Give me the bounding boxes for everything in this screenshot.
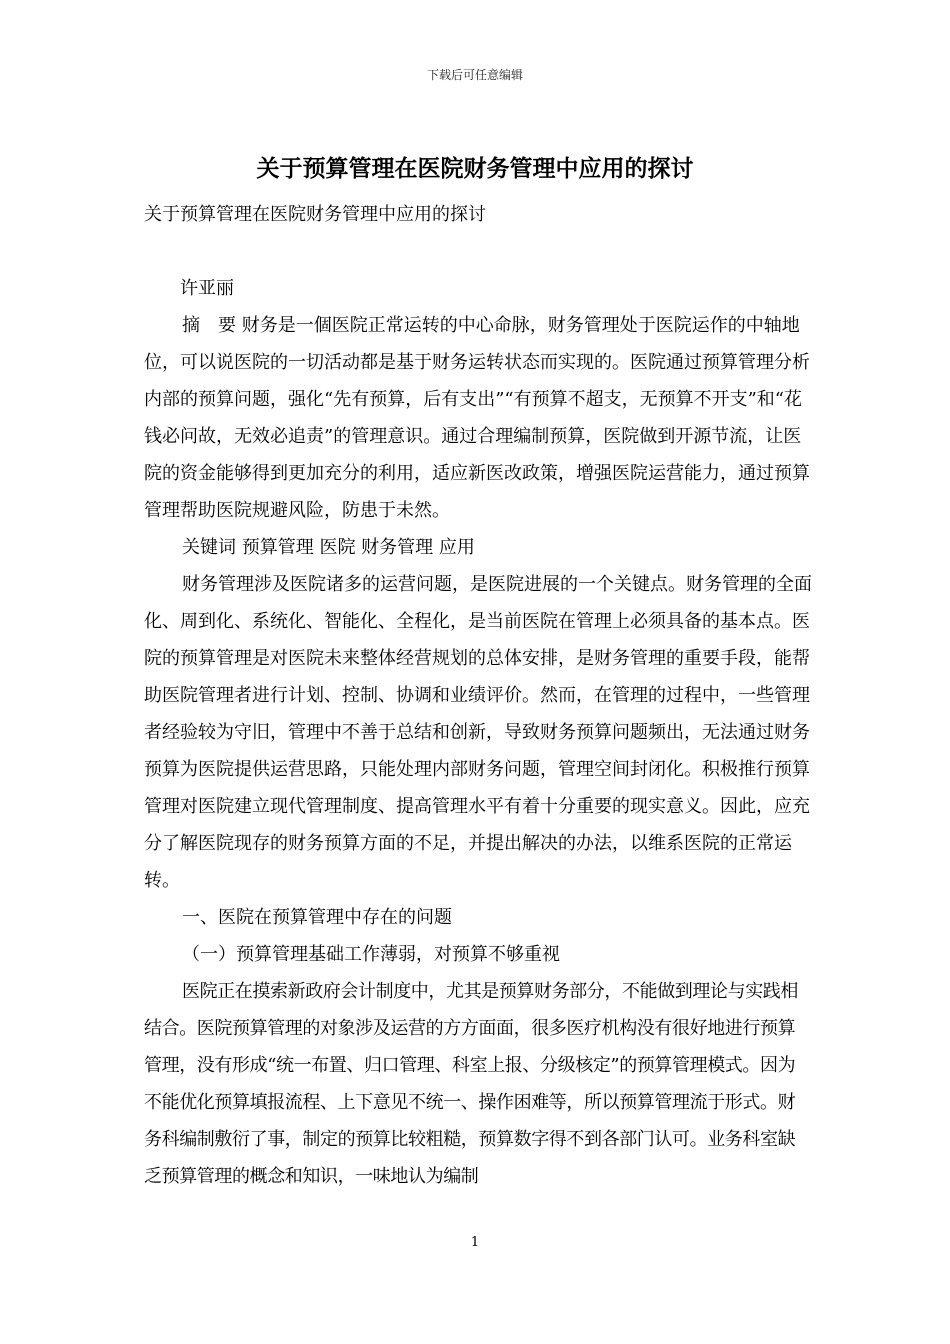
body-paragraph-1: 财务管理涉及医院诸多的运营问题，是医院进展的一个关键点。财务管理的全面化、周到化、系统化、智能化、全程化，是当前医院在管理上必须具备的基本点。医院的预算管理是对医院未来整体经营规划的总体安排，是财务管理的重要手段，能帮助医院管理者进行计划、控制、协调和业绩评价。然而，在管理的过程中，一些管理者经验较为守旧，管理中不善于总结和创新，导致财务预算问题频出，无法通过财务预算为医院提供运营思路，只能处理内部财务问题，管理空间封闭化。积极推行预算管理对医院建立现代管理制度、提高管理水平有着十分重要的现实意义。因此，应充分了解医院现存的财务预算方面的不足，并提出解决的办法，以维系医院的正常运转。 [144, 574, 812, 891]
abstract-paragraph: 摘 要 财务是一個医院正常运转的中心命脉，财务管理处于医院运作的中轴地位，可以说医院的一切活动都是基于财务运转状态而实现的。医院通过预算管理分析内部的预算问题，强化“先有预算，后有支出”“有预算不超支，无预算不开支”和“花钱必问故，无效必追责”的管理意识。通过合理编制预算，医院做到开源节流，让医院的资金能够得到更加充分的利用，适应新医改政策，增强医院运营能力，通过预算管理帮助医院规避风险，防患于未然。 [144, 315, 810, 521]
keywords-line: 关键词 预算管理 医院 财务管理 应用 [182, 537, 475, 558]
page-number: 1 [470, 1235, 480, 1250]
header-note: 下载后可任意编辑 [426, 68, 523, 82]
document-subtitle: 关于预算管理在医院财务管理中应用的探讨 [144, 204, 486, 225]
section-heading: 一、医院在预算管理中存在的问题 [182, 907, 452, 928]
author-name: 许亚丽 [180, 278, 234, 299]
document-title: 关于预算管理在医院财务管理中应用的探讨 [256, 155, 694, 182]
subsection-heading: （一）预算管理基础工作薄弱，对预算不够重视 [182, 944, 560, 965]
body-paragraph-2: 医院正在摸索新政府会计制度中，尤其是预算财务部分，不能做到理论与实践相结合。医院预算管理的对象涉及运营的方方面面，很多医疗机构没有很好地进行预算管理，没有形成“统一布置、归口管理、科室上报、分级核定”的预算管理模式。因为不能优化预算填报流程、上下意见不统一、操作困难等，所以预算管理流于形式。财务科编制敷衍了事，制定的预算比较粗糙，预算数字得不到各部门认可。业务科室缺乏预算管理的概念和知识，一味地认为编制 [144, 981, 798, 1187]
